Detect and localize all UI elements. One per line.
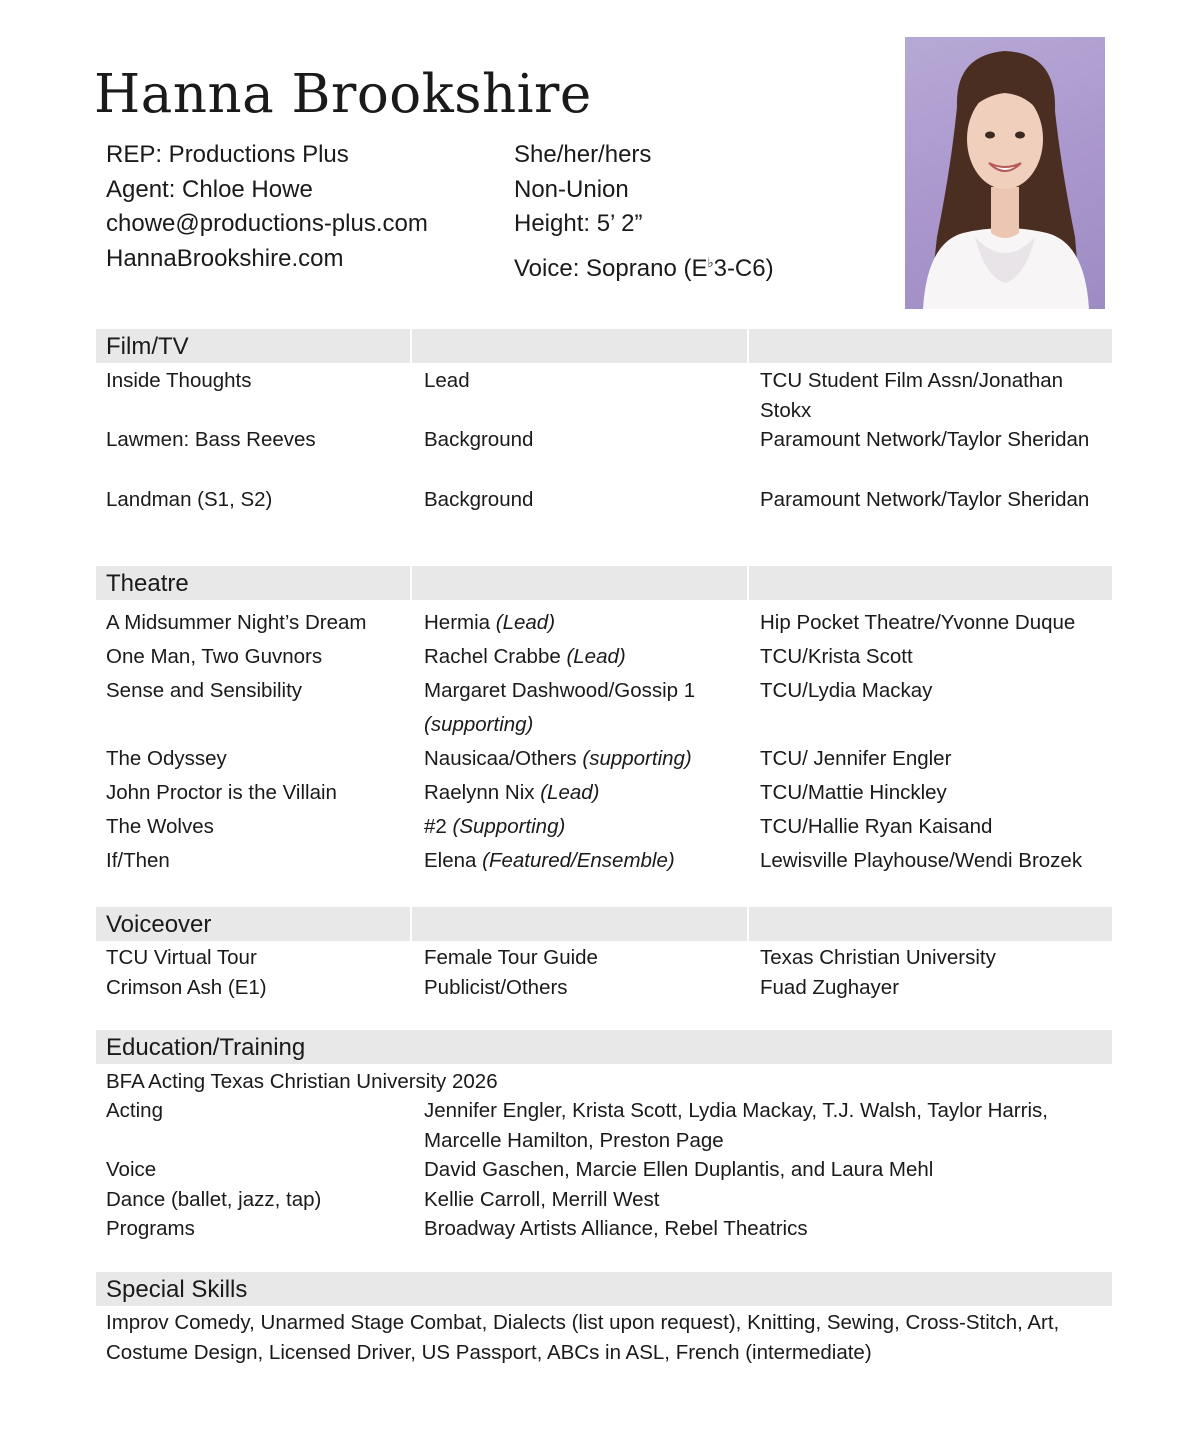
training-row: Voice David Gaschen, Marcie Ellen Duplantis, and Laura Mehl <box>106 1158 934 1181</box>
section-header-theatre: Theatre <box>96 566 1112 600</box>
union-status: Non-Union <box>514 175 629 203</box>
voiceover-credits <box>106 943 1112 1003</box>
credit-row: The Wolves #2 (Supporting) TCU/Hallie Ryan Kaisand <box>106 815 993 838</box>
credit-row: Crimson Ash (E1) Publicist/Others Fuad Zughayer <box>106 976 900 999</box>
headshot-illustration <box>905 37 1105 309</box>
skills-text: Improv Comedy, Unarmed Stage Combat, Dialects (list upon request), Knitting, Sewing, Cross-Stitch, Art, Costume Design, Licensed Driver, US Passport, ABCs in ASL, French (intermediate) <box>106 1311 1060 1364</box>
credit-row: A Midsummer Night’s Dream Hermia (Lead) Hip Pocket Theatre/Yvonne Duque <box>106 611 1076 634</box>
theatre-credits <box>106 606 1112 878</box>
training-row: Dance (ballet, jazz, tap) Kellie Carroll, Merrill West <box>106 1188 660 1211</box>
training-row: Programs Broadway Artists Alliance, Rebel Theatrics <box>106 1217 808 1240</box>
height: Height: 5’ 2” <box>514 210 643 237</box>
website-link[interactable]: HannaBrookshire.com <box>106 244 344 272</box>
credit-row: Lawmen: Bass Reeves Background Paramount Network/Taylor Sheridan <box>106 428 1090 451</box>
personal-info <box>514 138 774 286</box>
flat-symbol: ♭ <box>707 254 714 270</box>
credit-row: The Odyssey Nausicaa/Others (supporting) TCU/ Jennifer Engler <box>106 747 952 770</box>
credit-row: John Proctor is the Villain Raelynn Nix (Lead) TCU/Mattie Hinckley <box>106 781 947 804</box>
section-header-voiceover: Voiceover <box>96 907 1112 941</box>
credit-row: Landman (S1, S2) Background Paramount Network/Taylor Sheridan <box>106 488 1090 511</box>
credit-row: Sense and Sensibility Margaret Dashwood/Gossip 1 (supporting) TCU/Lydia Mackay <box>106 679 933 736</box>
credit-row: One Man, Two Guvnors Rachel Crabbe (Lead) TCU/Krista Scott <box>106 645 913 668</box>
section-header-education: Education/Training <box>96 1030 1112 1064</box>
credit-row: TCU Virtual Tour Female Tour Guide Texas Christian University <box>106 946 996 969</box>
credit-row: Inside Thoughts Lead TCU Student Film Assn/Jonathan Stokx <box>106 369 1064 422</box>
pronouns: She/her/hers <box>514 141 652 168</box>
degree: BFA Acting Texas Christian University 2026 <box>106 1070 498 1093</box>
section-header-skills: Special Skills <box>96 1272 1112 1306</box>
film-credits <box>106 366 1112 544</box>
agent-email[interactable]: chowe@productions-plus.com <box>106 210 428 237</box>
contact-info <box>106 138 428 276</box>
training-row: Acting Jennifer Engler, Krista Scott, Lydia Mackay, T.J. Walsh, Taylor Harris, Marcelle Hamilton, Preston Page <box>106 1099 1048 1152</box>
agent-line: Agent: Chloe Howe <box>106 175 313 203</box>
voice-range: Voice: Soprano (E♭3-C6) <box>514 254 774 282</box>
headshot-photo <box>905 37 1105 309</box>
rep-line: REP: Productions Plus <box>106 141 349 168</box>
training-list <box>106 1096 1112 1244</box>
section-header-film: Film/TV <box>96 329 1112 363</box>
credit-row: If/Then Elena (Featured/Ensemble) Lewisville Playhouse/Wendi Brozek <box>106 849 1083 872</box>
actor-name: Hanna Brookshire <box>94 64 592 125</box>
